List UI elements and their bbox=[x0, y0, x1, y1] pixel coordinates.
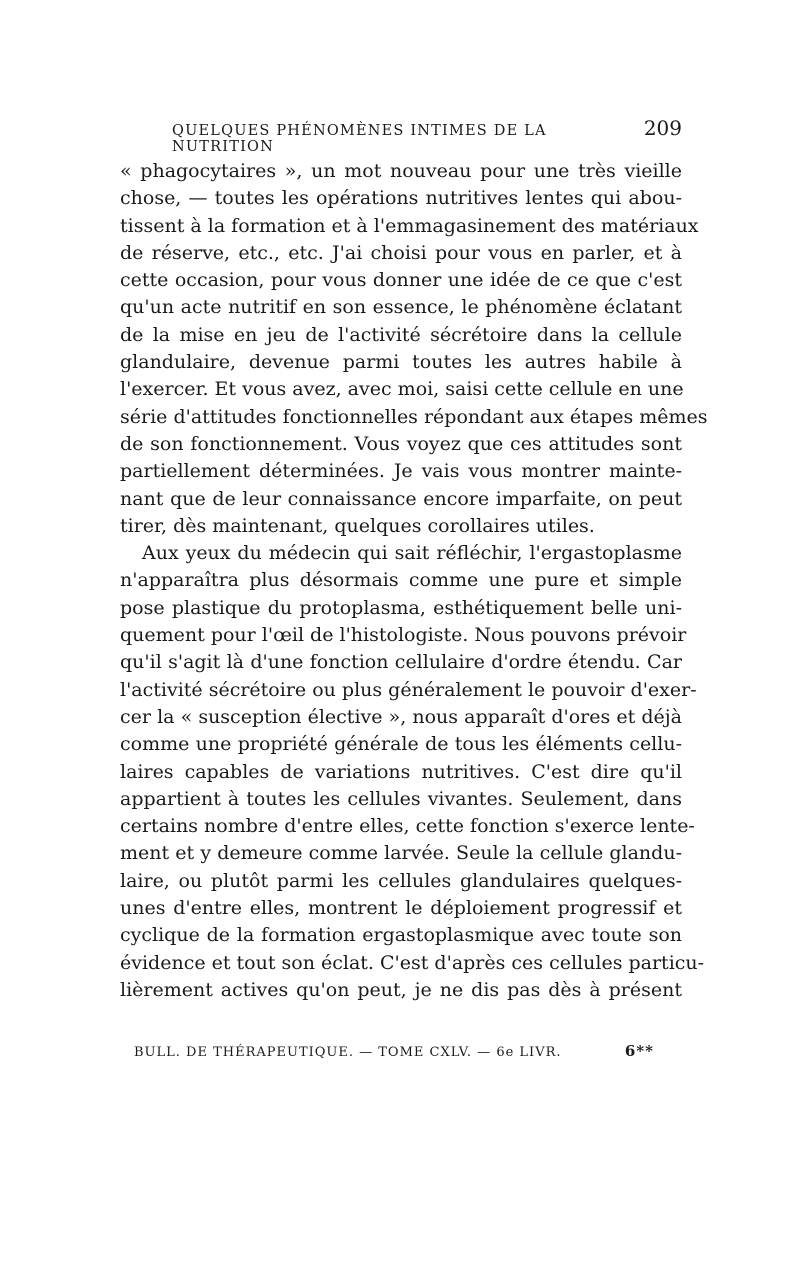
text-line: quement pour l'œil de l'histologiste. Nous pouvons prévoir bbox=[120, 624, 687, 647]
text-line: glandulaire, devenue parmi toutes les autres habile à bbox=[120, 351, 682, 374]
text-line: série d'attitudes fonctionnelles répondant aux étapes mêmes bbox=[120, 405, 708, 428]
text-line: « phagocytaires », un mot nouveau pour une très vieille bbox=[120, 160, 682, 182]
text-line: qu'un acte nutritif en son essence, le phénomène éclatant bbox=[120, 296, 682, 319]
page-footer bbox=[134, 1042, 654, 1060]
text-line-paragraph-start: Aux yeux du médecin qui sait réfléchir, l'ergastoplasme bbox=[142, 542, 682, 565]
text-line: laire, ou plutôt parmi les cellules glandulaires quelques- bbox=[120, 869, 682, 892]
text-line: laires capables de variations nutritives. C'est dire qu'il bbox=[120, 760, 682, 783]
text-line: l'activité sécrétoire ou plus généralement le pouvoir d'exer- bbox=[120, 678, 697, 701]
text-line: évidence et tout son éclat. C'est d'après ces cellules particu- bbox=[120, 951, 705, 974]
footer-citation: BULL. DE THÉRAPEUTIQUE. — TOME CXLV. — 6e LIVR. bbox=[134, 1045, 562, 1060]
text-line: de réserve, etc., etc. J'ai choisi pour vous en parler, et à bbox=[120, 241, 682, 264]
text-line: de la mise en jeu de l'activité sécrétoire dans la cellule bbox=[120, 323, 682, 346]
text-line: certains nombre d'entre elles, cette fonction s'exerce lente- bbox=[120, 815, 695, 838]
text-line: cyclique de la formation ergastoplasmique avec toute son bbox=[120, 924, 682, 947]
text-line: unes d'entre elles, montrent le déploiement progressif et bbox=[120, 897, 682, 920]
page-number: 209 bbox=[643, 116, 682, 140]
running-title: QUELQUES PHÉNOMÈNES INTIMES DE LA NUTRITION bbox=[172, 123, 547, 155]
text-line: de son fonctionnement. Vous voyez que ces attitudes sont bbox=[120, 432, 682, 455]
text-line: tissent à la formation et à l'emmagasinement des matériaux bbox=[120, 214, 699, 237]
text-line: qu'il s'agit là d'une fonction cellulaire d'ordre étendu. Car bbox=[120, 651, 682, 674]
text-line: chose, — toutes les opérations nutritives lentes qui abou- bbox=[120, 187, 682, 210]
signature-mark: 6** bbox=[624, 1042, 654, 1060]
running-head bbox=[172, 116, 682, 155]
text-line: l'exercer. Et vous avez, avec moi, saisi cette cellule en une bbox=[120, 378, 684, 401]
text-line: ment et y demeure comme larvée. Seule la cellule glandu- bbox=[120, 842, 682, 865]
text-line: appartient à toutes les cellules vivantes. Seulement, dans bbox=[120, 787, 682, 810]
text-line: nant que de leur connaissance encore imparfaite, on peut bbox=[120, 487, 682, 510]
text-line: pose plastique du protoplasma, esthétiquement belle uni- bbox=[120, 596, 682, 619]
text-line: cer la « susception élective », nous apparaît d'ores et déjà bbox=[120, 705, 682, 728]
text-line: n'apparaîtra plus désormais comme une pure et simple bbox=[120, 569, 682, 592]
text-line: tirer, dès maintenant, quelques corollaires utiles. bbox=[120, 514, 595, 537]
text-line: comme une propriété générale de tous les éléments cellu- bbox=[120, 733, 682, 756]
text-line: partiellement déterminées. Je vais vous montrer mainte- bbox=[120, 460, 682, 483]
body-text bbox=[120, 158, 708, 1004]
text-line: lièrement actives qu'on peut, je ne dis pas dès à présent bbox=[120, 978, 682, 1001]
text-line: cette occasion, pour vous donner une idée de ce que c'est bbox=[120, 269, 682, 292]
